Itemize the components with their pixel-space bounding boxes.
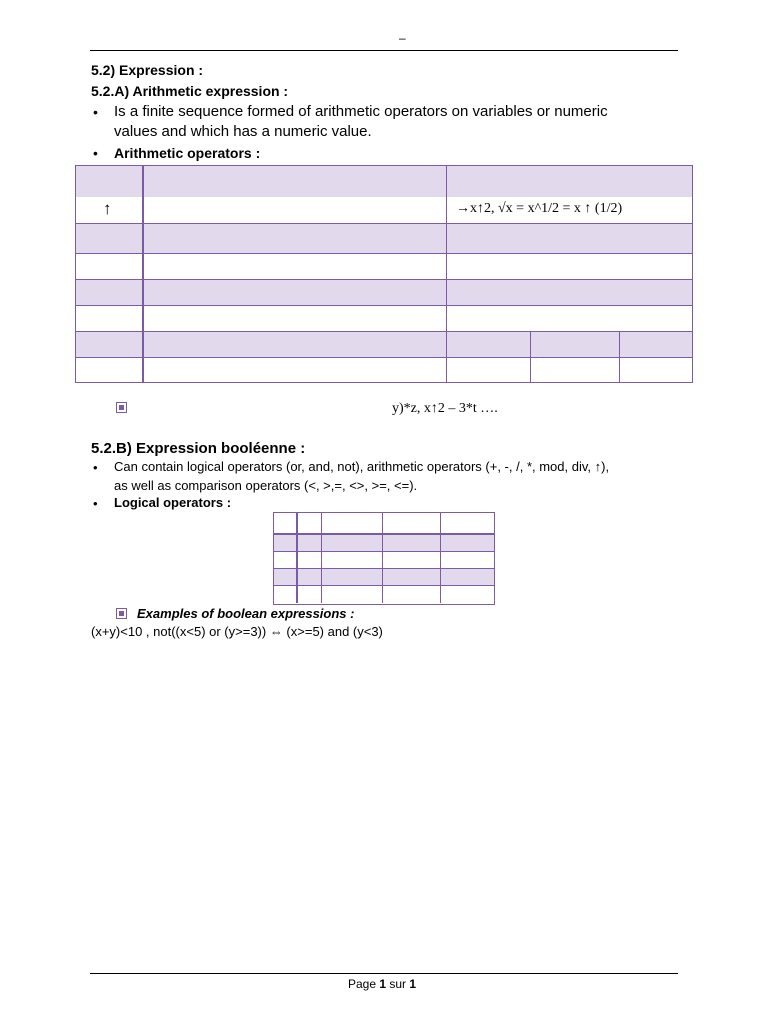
header-mark: – bbox=[399, 31, 406, 45]
arithmetic-operators-label: Arithmetic operators : bbox=[114, 145, 261, 161]
arithmetic-operators-table bbox=[75, 165, 693, 383]
definition-line-1: Is a finite sequence formed of arithmetic operators on variables or numeric bbox=[114, 103, 608, 120]
bullet-dot: • bbox=[93, 460, 98, 475]
bullet-dot: • bbox=[93, 496, 98, 511]
power-operator-symbol: ↑ bbox=[103, 199, 112, 218]
header-rule bbox=[90, 50, 678, 51]
power-operator-example: →x↑2, √x = x^1/2 = x ↑ (1/2) bbox=[456, 201, 623, 216]
logical-operators-label: Logical operators : bbox=[114, 495, 232, 510]
table-row bbox=[274, 569, 494, 585]
boolean-def-line-1: Can contain logical operators (or, and, not), arithmetic operators (+, -, /, *, mod, div, ↑), bbox=[114, 459, 610, 474]
footer-sur-label: sur bbox=[386, 977, 410, 991]
table-row bbox=[76, 306, 692, 331]
boolean-examples-title: Examples of boolean expressions : bbox=[137, 606, 355, 621]
boolean-examples-line: (x+y)<10 , not((x<5) or (y>=3)) ⇔ (x>=5) and (y<3) bbox=[91, 624, 383, 639]
table-row bbox=[76, 166, 692, 197]
footer-page-number: 1 bbox=[379, 977, 387, 991]
logical-operators-table bbox=[273, 512, 495, 605]
bullet-dot: • bbox=[93, 104, 98, 120]
footer-rule bbox=[90, 973, 678, 974]
table-row bbox=[76, 280, 692, 305]
table-row bbox=[274, 552, 494, 568]
page-footer bbox=[348, 977, 416, 991]
table-row bbox=[76, 223, 692, 253]
subsection-title-a: 5.2.A) Arithmetic expression : bbox=[91, 83, 289, 99]
table-row bbox=[76, 197, 692, 223]
table-row bbox=[76, 358, 692, 382]
table-row bbox=[274, 513, 494, 533]
table-row bbox=[274, 586, 494, 603]
footer-page-total: 1 bbox=[409, 977, 417, 991]
list-marker-icon bbox=[116, 402, 127, 413]
table-row bbox=[274, 535, 494, 551]
table-row bbox=[76, 254, 692, 279]
section-title: 5.2) Expression : bbox=[91, 62, 204, 78]
subsection-title-b: 5.2.B) Expression booléenne : bbox=[91, 440, 306, 457]
definition-line-2: values and which has a numeric value. bbox=[114, 123, 372, 140]
boolean-def-line-2: as well as comparison operators (<, >,=, <>, >=, <=). bbox=[114, 478, 418, 493]
bullet-dot: • bbox=[93, 145, 98, 161]
table-row bbox=[76, 332, 692, 357]
example-expression: y)*z, x↑2 – 3*t …. bbox=[392, 401, 498, 416]
footer-page-label: Page bbox=[348, 977, 380, 991]
list-marker-icon bbox=[116, 608, 127, 619]
